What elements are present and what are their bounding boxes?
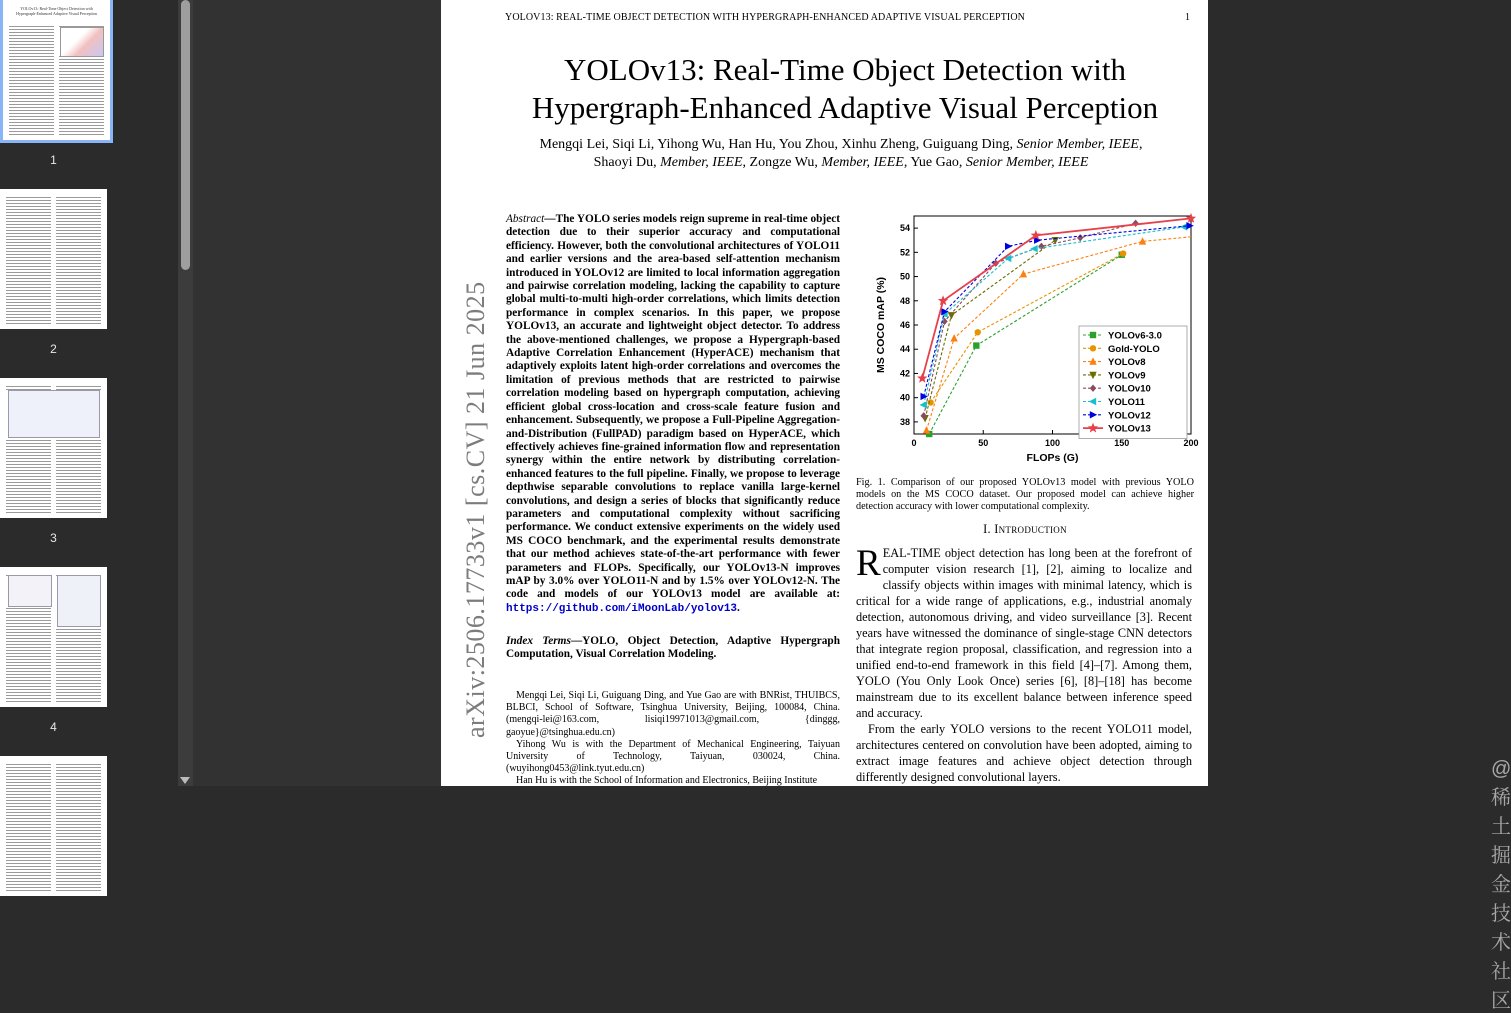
flops-vs-map-chart bbox=[856, 212, 1199, 468]
legend-label-yolov10: YOLOv10 bbox=[1108, 383, 1151, 395]
index-terms-label: Index Terms bbox=[506, 635, 571, 647]
abstract-text: —The YOLO series models reign supreme in real-time object detection due to their superior accuracy and computational efficiency. However, both the convolutional architectures of YOLO11 and earlier versions and the area-based self-attention mechanism introduced in YOLOv12 are limited to local information aggregation and pairwise correlation modeling, lacking the capability to capture global multi-to-multi high-order correlations, which limits detection performance in complex scenarios. In this paper, we propose YOLOv13, an accurate and lightweight object detector. To address the above-mentioned challenges, we propose a Hypergraph-based Adaptive Correlation Enhancement (HyperACE) mechanism that adaptively exploits latent high-order correlations and overcomes the limitation of previous methods that are restricted to pairwise correlation modeling based on hypergraph computation, achieving efficient global cross-location and cross-scale feature fusion and enhancement. Subsequently, we propose a Full-Pipeline Aggregation-and-Distribution (FullPAD) paradigm based on HyperACE, which effectively achieves fine-grained information flow and representation synergy within the entire network by distributing correlation-enhanced features to the full pipeline. Finally, we propose to leverage depthwise separable convolutions to replace vanilla large-kernel convolutions, and design a series of blocks that significantly reduce parameters and computational complexity without sacrificing performance. We conduct extensive experiments on the widely used MS COCO benchmark, and the experimental results demonstrate that our method achieves state-of-the-art performance with fewer parameters and FLOPs. Specifically, our YOLOv13-N improves mAP by 3.0% over YOLO11-N and by 1.5% over YOLOv12-N. The code and models of our YOLOv13 model are available at: bbox=[506, 213, 840, 601]
page-thumbnail-4[interactable] bbox=[0, 567, 107, 707]
abstract: Abstract—The YOLO series models reign supreme in real-time object detection due to their superior accuracy and computational efficiency. However, both the convolutional architectures of YOLO11 and earlier versions and the area-based self-attention mechanism introduced in YOLOv12 are limited to local information aggregation and pairwise correlation modeling, lacking the capability to capture global multi-to-multi high-order correlations, which limits detection performance in complex scenarios. In this paper, we propose YOLOv13, an accurate and lightweight object detector. To address the above-mentioned challenges, we propose a Hypergraph-based Adaptive Correlation Enhancement (HyperACE) mechanism that adaptively exploits latent high-order correlations and overcomes the limitation of previous methods that are restricted to pairwise correlation modeling based on hypergraph computation, achieving efficient global cross-location and cross-scale feature fusion and enhancement. Subsequently, we propose a Full-Pipeline Aggregation-and-Distribution (FullPAD) paradigm based on HyperACE, which effectively achieves fine-grained information flow and representation synergy within the entire network by distributing correlation-enhanced features to the full pipeline. Finally, we propose to leverage depthwise separable convolutions to replace vanilla large-kernel convolutions, and design a series of blocks that significantly reduce parameters and computational complexity without sacrificing performance. We conduct extensive experiments on the widely used MS COCO benchmark, and the experimental results demonstrate that our method achieves state-of-the-art performance with fewer parameters and FLOPs. Specifically, our YOLOv13-N improves mAP by 3.0% over YOLO11-N and by 1.5% over YOLOv12-N. The code and models of our YOLOv13 model are available at: https://github.com/iMoonLab/yolov13. bbox=[506, 213, 840, 615]
page-number-label: 2 bbox=[50, 342, 57, 356]
x-tick-label: 200 bbox=[1183, 438, 1199, 448]
code-link[interactable]: https://github.com/iMoonLab/yolov13 bbox=[506, 602, 738, 615]
y-tick-label: 42 bbox=[899, 368, 910, 379]
page-number-label: 4 bbox=[50, 720, 57, 734]
page-thumbnail-1[interactable] bbox=[3, 0, 110, 140]
thumbnail-title-line: Hypergraph-Enhanced Adaptive Visual Perception bbox=[16, 11, 97, 16]
legend-label-yolov9: YOLOv9 bbox=[1108, 370, 1146, 382]
data-point-yolov6-3-0 bbox=[973, 342, 979, 348]
y-tick-label: 38 bbox=[899, 416, 910, 427]
x-tick-label: 50 bbox=[978, 438, 989, 448]
y-axis-label: MS COCO mAP (%) bbox=[875, 276, 887, 374]
drop-cap: R bbox=[856, 543, 881, 584]
page-number-label: 1 bbox=[50, 153, 57, 167]
data-point-gold-yolo bbox=[1120, 250, 1126, 256]
thumbnail-title-line: YOLOv13: Real-Time Object Detection with bbox=[20, 6, 93, 11]
authors-line-1: Mengqi Lei, Siqi Li, Yihong Wu, Han Hu, You Zhou, Xinhu Zheng, Guiguang Ding, Senior Member, IEEE, bbox=[539, 137, 1143, 152]
running-header: YOLOV13: REAL-TIME OBJECT DETECTION WITH HYPERGRAPH-ENHANCED ADAPTIVE VISUAL PERCEPTION bbox=[505, 12, 1025, 23]
y-tick-label: 46 bbox=[899, 320, 910, 330]
y-tick-label: 50 bbox=[899, 271, 910, 282]
x-tick-label: 100 bbox=[1044, 438, 1061, 448]
author-footnotes bbox=[506, 690, 840, 788]
sidebar-scrollbar-thumb[interactable] bbox=[181, 0, 190, 270]
introduction-text bbox=[856, 545, 1192, 785]
legend-marker-yolov6-3-0 bbox=[1090, 332, 1096, 338]
legend-marker-gold-yolo bbox=[1090, 345, 1096, 351]
y-tick-label: 54 bbox=[899, 223, 910, 234]
legend-label-gold-yolo: Gold-YOLO bbox=[1108, 343, 1160, 355]
sidebar-scrollbar[interactable] bbox=[178, 0, 193, 786]
pdf-page bbox=[441, 0, 1511, 1012]
index-terms-text: —YOLO, Object Detection, Adaptive Hypergraph Computation, Visual Correlation Modeling. bbox=[506, 635, 840, 661]
intro-paragraph-2: From the early YOLO versions to the recent YOLO11 model, architectures centered on convolution have been adopted, aiming to extract image features and achieve object detection through differently designed convolutional layers. bbox=[856, 722, 1192, 784]
legend-label-yolov12: YOLOv12 bbox=[1108, 410, 1151, 422]
y-tick-label: 48 bbox=[899, 295, 910, 306]
legend-label-yolov13: YOLOv13 bbox=[1108, 423, 1151, 435]
legend-label-yolov6-3-0: YOLOv6-3.0 bbox=[1108, 330, 1162, 342]
abstract-label: Abstract bbox=[506, 213, 545, 225]
data-point-gold-yolo bbox=[927, 399, 933, 405]
x-tick-label: 0 bbox=[911, 438, 917, 448]
thumbnail-sidebar bbox=[0, 0, 178, 786]
thumbnail-figure-icon bbox=[57, 575, 101, 627]
page-thumbnail-5[interactable] bbox=[0, 756, 107, 896]
thumbnail-chart-icon bbox=[60, 27, 104, 57]
section-heading: I. Introduction bbox=[983, 522, 1067, 536]
paper-title-line-1: YOLOv13: Real-Time Object Detection with bbox=[564, 52, 1126, 87]
legend-label-yolov8: YOLOv8 bbox=[1108, 357, 1146, 369]
page-thumbnail-3[interactable] bbox=[0, 378, 107, 518]
footnote-1: Mengqi Lei, Siqi Li, Guiguang Ding, and Yue Gao are with BNRist, THUIBCS, BLBCI, School of Software, Tsinghua University, Beijing, 100084, China. (mengqi-lei@163.com, lisiqi19971013@gmail.com, {dinggg, gaoyue}@tsinghua.edu.cn) bbox=[506, 690, 840, 738]
figure-caption: Fig. 1. Comparison of our proposed YOLOv13 model with previous YOLO models on the MS COCO dataset. Our proposed model can achieve higher detection accuracy with lower computational complexity. bbox=[856, 477, 1194, 512]
intro-paragraph-1: EAL-TIME object detection has long been at the forefront of computer vision research [1], [2], aiming to localize and classify objects within images with minimal latency, which is critical for a wide range of applications, e.g., industrial anomaly detection, autonomous driving, and video surveillance [3]. Recent years have witnessed the dominance of single-stage CNN detectors that integrate region proposal, classification, and regression into a unified end-to-end framework in this field [4]–[7]. Among them, YOLO (You Only Look Once) series [6], [8]–[18] has become mainstream due to its excellent balance between inference speed and accuracy. bbox=[856, 546, 1192, 720]
y-tick-label: 40 bbox=[899, 392, 910, 403]
y-tick-label: 52 bbox=[899, 247, 910, 258]
x-tick-label: 150 bbox=[1114, 438, 1130, 448]
authors-line-2: Shaoyi Du, Member, IEEE, Zongze Wu, Member, IEEE, Yue Gao, Senior Member, IEEE bbox=[593, 155, 1089, 170]
arxiv-stamp: arXiv:2506.17733v1 [cs.CV] 21 Jun 2025 bbox=[461, 281, 490, 738]
page-number-label: 3 bbox=[50, 531, 57, 545]
paper-title-line-2: Hypergraph-Enhanced Adaptive Visual Perception bbox=[531, 90, 1159, 125]
footnote-3: Han Hu is with the School of Information and Electronics, Beijing Institute bbox=[516, 775, 818, 787]
thumbnail-figure-icon bbox=[8, 575, 52, 607]
x-axis-label: FLOPs (G) bbox=[1026, 452, 1079, 464]
thumbnail-diagram-icon bbox=[8, 390, 100, 438]
page-number: 1 bbox=[1185, 12, 1190, 23]
watermark: @稀土掘金技术社区 bbox=[1491, 758, 1511, 1012]
index-terms bbox=[506, 635, 840, 662]
footnote-2: Yihong Wu is with the Department of Mechanical Engineering, Taiyuan University of Technology, Taiyuan, 030024, China. (wuyihong0453@link.tyut.edu.cn) bbox=[506, 738, 840, 775]
page-thumbnail-2[interactable] bbox=[0, 189, 107, 329]
legend-label-yolo11: YOLO11 bbox=[1108, 397, 1145, 408]
y-tick-label: 44 bbox=[899, 344, 910, 355]
data-point-gold-yolo bbox=[975, 329, 981, 335]
scroll-down-arrow-icon[interactable] bbox=[180, 777, 190, 784]
document-viewer bbox=[193, 0, 1511, 1012]
